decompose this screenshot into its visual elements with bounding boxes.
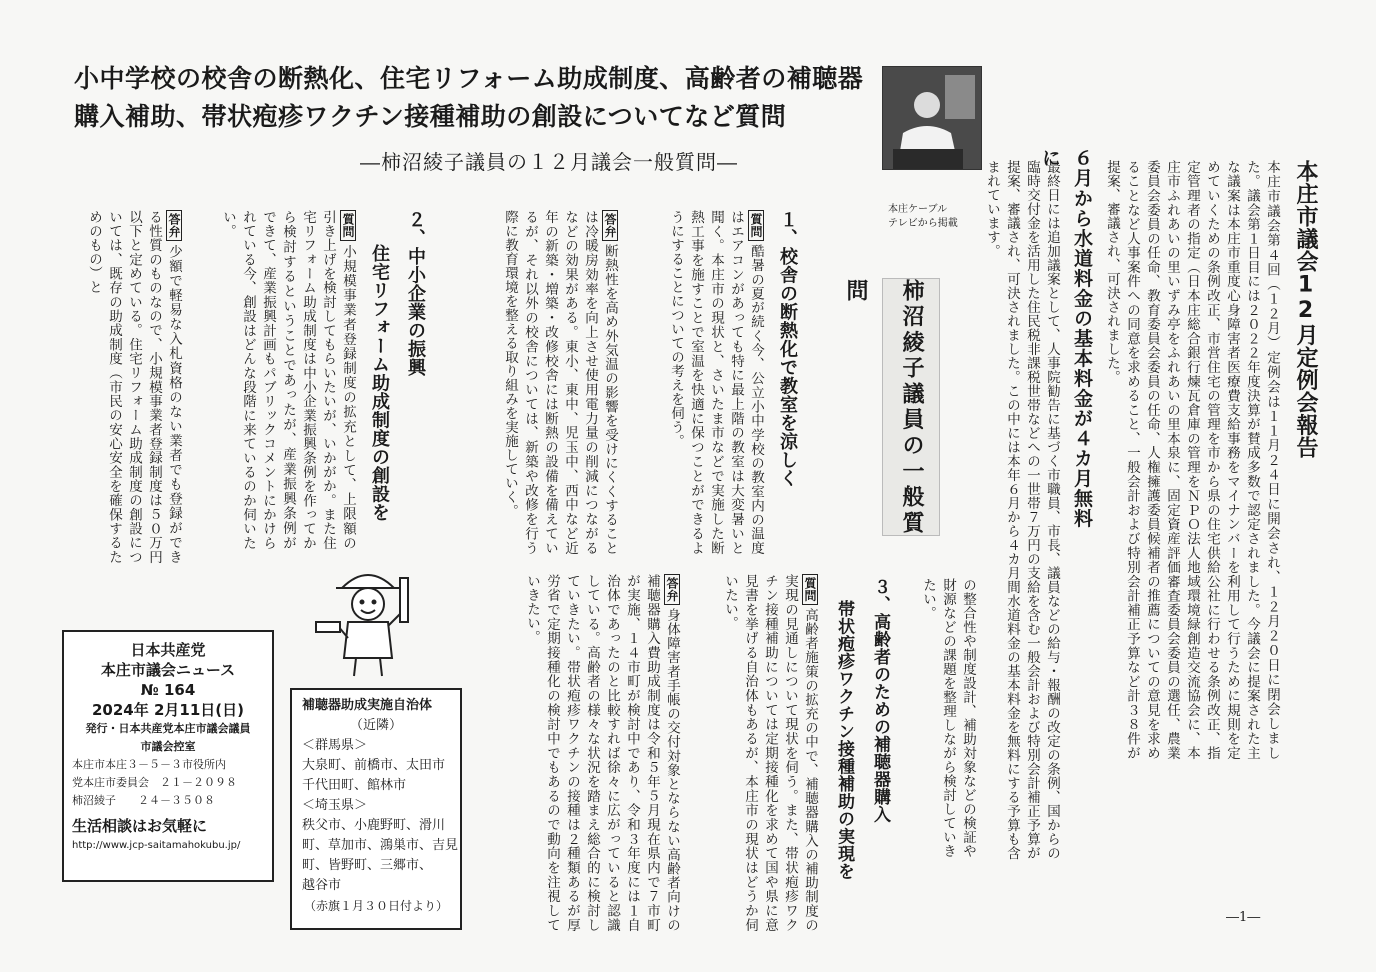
photo-caption bbox=[888, 203, 958, 231]
headline-line-1: 小中学校の校舎の断熱化、住宅リフォーム助成制度、高齢者の補聴器 bbox=[74, 64, 864, 93]
report-title: 本庄市議会12月定例会報告 bbox=[1293, 160, 1318, 459]
answer-tag: 答弁 bbox=[166, 210, 182, 241]
masthead-phone-office: 党本庄市委員会 ２１－２０９８ bbox=[72, 776, 237, 789]
q2-answer bbox=[44, 210, 184, 564]
masthead-date: 2024年 2月11日(日) bbox=[92, 701, 244, 719]
newsletter-masthead bbox=[62, 630, 274, 882]
q2-question-text: 小規模事業者登録制度の拡充として、上限額の引き上げを検討してもらいたいが、いかがか。また住宅リフォーム助成制度は中小企業振興条例を作ってから検討するということであったが、産業振興条例が できて、産業振興計画もパブリックコメントにかけられている今、創設はどんな段階に来ているのか伺いたい。 bbox=[220, 210, 356, 550]
q1-question-text: 酷暑の夏が続く今、公立小中学校の教室内の温度はエアコンがあっても特に最上階の教室は大変暑いと聞く。本庄市の現状と、さいたま市などで実施した断熱工事を施すことで室温を快適に保つことができるようにすることについての考えを伺う。 bbox=[668, 210, 764, 555]
q3-heading: ３、高齢者のための補聴器購入 bbox=[870, 578, 890, 823]
masthead-paper: 本庄市議会ニュース bbox=[100, 661, 236, 679]
photo-caption-line-1: 本庄ケーブル bbox=[888, 204, 948, 215]
aid-box-saitama-line-4: 越谷市 bbox=[302, 878, 342, 893]
aid-box-saitama-line-1: 秩父市、小鹿野町、滑川 bbox=[302, 818, 446, 833]
masthead-party: 日本共産党 bbox=[130, 641, 206, 659]
member-banner: 柿沼綾子議員の一般質問 bbox=[882, 278, 940, 536]
aid-box-subtitle: （近隣） bbox=[349, 718, 402, 733]
headline-subtitle: ―柿沼綾子議員の１２月議会一般質問― bbox=[360, 150, 738, 174]
q3-continued: の整合性や制度設計、補助対象などの検証や財源などの課題を整理しながら検討していきたい。 bbox=[920, 578, 976, 858]
headline-line-2: 購入補助、帯状疱疹ワクチン接種補助の創設についてなど質問 bbox=[74, 102, 787, 131]
q3-question-text: 高齢者施策の拡充の中で、補聴器購入の補助制度の実現の見通しについて現状を伺う。また、帯状疱疹ワクチン接種補助については定期接種化を求めて国や県に意見書を挙げる自治体もあるが、本庄市の現状はどうか伺いたい。 bbox=[722, 574, 818, 932]
q2-answer-text: 少額で軽易な入札資格のない業者でも登録ができる性質のものなので、小規模事業者登録制度は５０万円以下と定めている。住宅リフォーム助成制度の創設については、既存の助成制度（市民の安心安全を確保するためのもの）と bbox=[86, 210, 182, 564]
masthead-address: 本庄市本庄３－５－３市役所内 bbox=[72, 758, 226, 771]
aid-box-saitama-label: ＜埼玉県＞ bbox=[302, 798, 368, 813]
q1-heading: １、校舎の断熱化で教室を涼しく bbox=[777, 210, 798, 488]
masthead-publisher-line-2: 市議会控室 bbox=[140, 740, 196, 753]
q1-answer bbox=[446, 210, 620, 555]
page-number: ―1― bbox=[1226, 910, 1261, 925]
answer-tag: 答弁 bbox=[602, 210, 618, 241]
aid-box-gunma-line-1: 大泉町、前橋市、太田市 bbox=[302, 758, 446, 773]
member-photo-image bbox=[883, 67, 981, 169]
aid-box-gunma-label: ＜群馬県＞ bbox=[302, 738, 368, 753]
question-tag: 質問 bbox=[802, 574, 818, 605]
masthead-publisher-line-1: 発行・日本共産党本庄市議会議員 bbox=[85, 722, 251, 735]
question-tag: 質問 bbox=[748, 210, 764, 241]
q1-question bbox=[626, 210, 766, 555]
q2-heading: ２、中小企業の振興 bbox=[405, 210, 426, 377]
worker-illustration bbox=[308, 558, 428, 680]
q3-answer bbox=[472, 574, 682, 932]
aid-box-title: 補聴器助成実施自治体 bbox=[302, 698, 433, 713]
aid-box-saitama-line-2: 町、草加市、鴻巣市、吉見 bbox=[302, 838, 459, 853]
q2-question bbox=[190, 210, 358, 550]
aid-box-saitama-line-3: 町、皆野町、三郷市、 bbox=[302, 858, 433, 873]
report-body: 本庄市議会第４回（１２月）定例会は１１月２４日に開会され、１２月２０日に閉会しました。議会第１日目には２０２２年度決算が賛成多数で認定されました。今議会に提案された主な議案は本庄市重度心身障害者医療費支給事務をマイナンバーを利用して行うために規則を定めていくための条例改正、市営住宅の管理を市から県の住宅供給公社に行わせる条例改正、指定管理者の指定（日本庄総合銀行煉瓦倉庫の管理をＮＰＯ法人地域環境緑創造交流協会に、本庄市ふれあいの里いずみ亭をふれあいの里本泉に、固定資産評価審査委員会委員の選任、農業委員会委員の任命、教育委員会委員の任命、人権擁護委員候補者の推薦についての意見を求めることなど人事案件への同意を求めること、一般会計および特別会計補正予算など計３８件が提案、審議され、可決されました。 bbox=[1104, 160, 1280, 760]
water-title: ６月から水道料金の基本料金が４カ月無料に bbox=[1039, 148, 1093, 528]
question-tag: 質問 bbox=[340, 210, 356, 241]
masthead-number: № 164 bbox=[140, 681, 196, 699]
q3-question bbox=[694, 574, 820, 932]
water-body: 最終日には追加議案として、人事院勧告に基づく市職員、市長、議員などの給与・報酬の改定の条例、国からの臨時交付金を活用した住民税非課税世帯などへの一世帯７万円の支給を含む一般会計および特別会計補正予算が提案、審議され、可決されました。この中には本年６月から４カ月間水道料金の基本料金を無料にする予算も含まれています。 bbox=[984, 160, 1060, 860]
answer-tag: 答弁 bbox=[664, 574, 680, 605]
q2-subheading: 住宅リフォーム助成制度の創設を bbox=[369, 244, 390, 522]
aid-municipalities-box bbox=[290, 688, 462, 930]
masthead-phone-member: 柿沼綾子 ２４－３５０８ bbox=[72, 794, 215, 807]
member-photo bbox=[882, 66, 982, 170]
q1-answer-text: 断熱性を高め外気温の影響を受けにくくすることは冷暖房効率を向上させ使用電力量の削減につながるなどの効果がある。東小、東中、児玉中、西中など近年の新築・増築・改修校舎には断熱の設備を備えているが、それ以外の校舎については、新築や改修を行う際に教育環境を整える取り組みを実施していく。 bbox=[502, 210, 618, 555]
q3-subheading: 帯状疱疹ワクチン接種補助の実現を bbox=[834, 600, 854, 880]
masthead-slogan: 生活相談はお気軽に bbox=[72, 817, 208, 835]
q3-answer-text: 身体障害者手帳の交付対象とならない高齢者向けの補聴器購入費助成制度は令和５年５月現在県内で７市町が実施、１４市町が検討中であり、令和３年度には１自治体であったのと比較すれば徐々に広がっていると認識している。高齢者の様々な状況を踏まえ総合的に検討していきたい。帯状疱疹ワクチンの接種は２種類あるが厚労省で定期接種化の検討中でもあるので動向を注視していきたい。 bbox=[524, 574, 680, 932]
photo-caption-line-2: テレビから掲載 bbox=[888, 218, 958, 229]
aid-box-gunma-line-2: 千代田町、館林市 bbox=[302, 778, 407, 793]
masthead-url: http://www.jcp-saitamahokubu.jp/ bbox=[72, 840, 241, 851]
aid-box-note: （赤旗１月３０日付より） bbox=[303, 899, 448, 913]
